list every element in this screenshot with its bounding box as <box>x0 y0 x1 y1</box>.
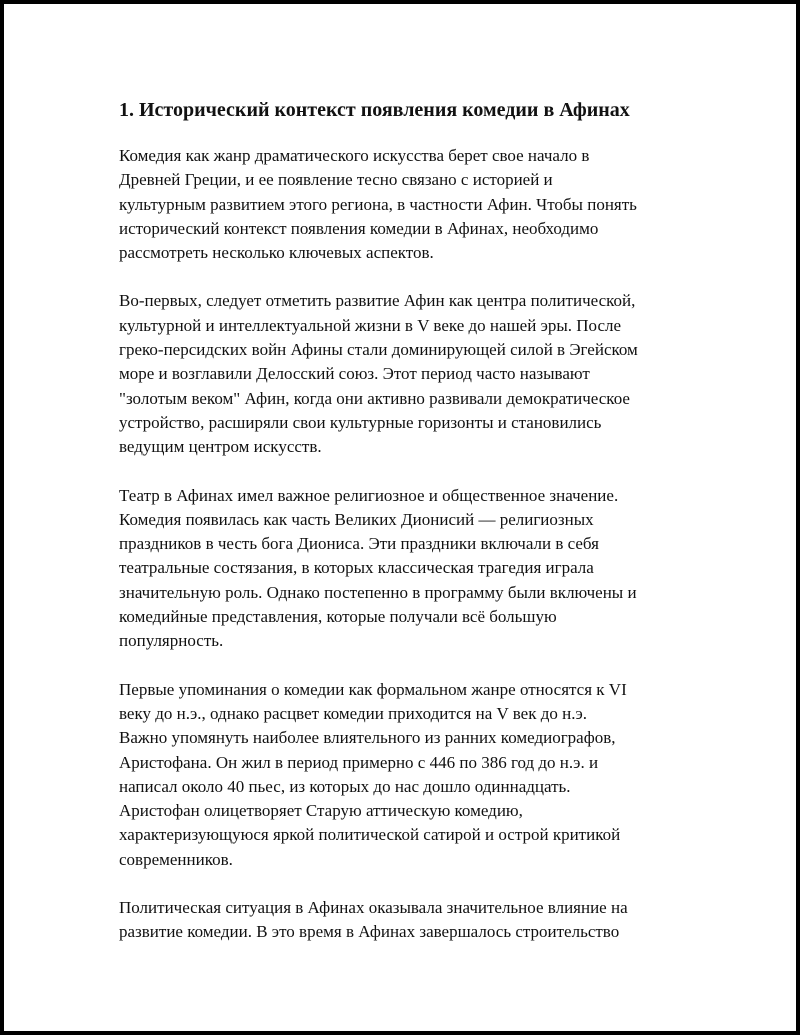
text-line: современников. <box>119 849 233 869</box>
text-line: Комедия как жанр драматического искусства берет свое начало в <box>119 146 590 165</box>
text-line: популярность. <box>119 631 224 651</box>
text-line: "золотым веком" Афин, когда они активно развивали демократическое <box>119 388 630 408</box>
text-line: праздников в честь бога Диониса. Эти праздники включали в себя <box>119 534 599 554</box>
text-line: веку до н.э., однако расцвет комедии приходится на V век до н.э. <box>119 703 588 723</box>
paragraph-1 <box>119 144 699 265</box>
text-line: написал около 40 пьес, из которых до нас дошло одиннадцать. <box>119 776 571 796</box>
paragraph-4 <box>119 678 699 872</box>
text-line: море и возглавили Делосский союз. Этот период часто называют <box>119 364 590 384</box>
text-line: культурным развитием этого региона, в частности Афин. Чтобы понять <box>119 194 637 214</box>
text-line: Комедия появилась как часть Великих Дионисий — религиозных <box>119 509 594 529</box>
paragraph-2 <box>119 289 699 459</box>
text-line: комедийные представления, которые получали всё большую <box>119 607 557 627</box>
text-line: греко-персидских войн Афины стали доминирующей силой в Эгейском <box>119 340 638 360</box>
text-line: значительную роль. Однако постепенно в программу были включены и <box>119 582 637 602</box>
text-line: устройство, расширяли свои культурные горизонты и становились <box>119 412 602 432</box>
text-line: ведущим центром искусств. <box>119 437 322 457</box>
paragraph-3 <box>119 484 699 654</box>
text-line: Первые упоминания о комедии как формальном жанре относятся к VI <box>119 679 627 699</box>
text-line: Аристофан олицетворяет Старую аттическую комедию, <box>119 801 523 821</box>
text-line: Политическая ситуация в Афинах оказывала значительное влияние на <box>119 898 628 918</box>
text-line: Важно упомянуть наиболее влиятельного из ранних комедиографов, <box>119 728 616 748</box>
text-line: Во-первых, следует отметить развитие Афин как центра политической, <box>119 291 636 311</box>
text-line: рассмотреть несколько ключевых аспектов. <box>119 243 434 263</box>
text-line: Древней Греции, и ее появление тесно связано с историей и <box>119 170 553 190</box>
section-heading: 1. Исторический контекст появления комедии в Афинах <box>119 99 630 121</box>
text-line: театральные состязания, в которых классическая трагедия играла <box>119 558 594 578</box>
text-line: Аристофана. Он жил в период примерно с 446 по 386 год до н.э. и <box>119 752 599 772</box>
text-line: культурной и интеллектуальной жизни в V веке до нашей эры. После <box>119 315 622 335</box>
text-line: Театр в Афинах имел важное религиозное и общественное значение. <box>119 485 619 505</box>
document-content <box>119 96 699 969</box>
text-line: развитие комедии. В это время в Афинах завершалось строительство <box>119 922 620 942</box>
text-line: характеризующуюся яркой политической сатирой и острой критикой <box>119 825 621 845</box>
paragraph-5 <box>119 896 699 945</box>
text-line: исторический контекст появления комедии в Афинах, необходимо <box>119 218 599 238</box>
